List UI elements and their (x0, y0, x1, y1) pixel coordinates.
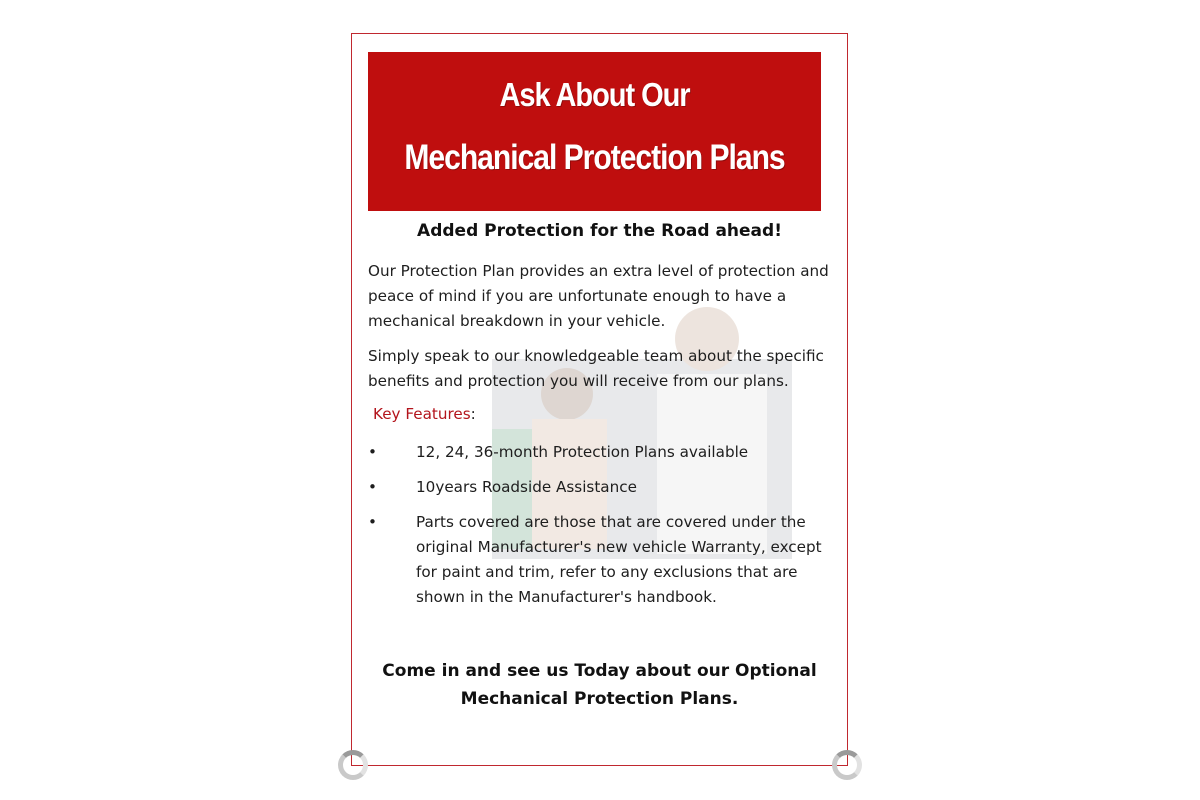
cta-line1: Come in and see us Today about our Optional (382, 661, 817, 681)
subheading: Added Protection for the Road ahead! (417, 221, 782, 241)
bullet-dot: • (368, 513, 377, 531)
intro-paragraph: Our Protection Plan provides an extra level of protection and peace of mind if you are unfortunate enough to have a mechanical breakdown in your vehicle. (368, 262, 829, 330)
key-features-colon: : (470, 405, 476, 423)
team-paragraph: Simply speak to our knowledgeable team about the specific benefits and protection you will receive from our plans. (368, 347, 824, 390)
key-features-list (352, 440, 848, 620)
banner-title-line1: Ask About Our (499, 76, 690, 113)
cta-line2: Mechanical Protection Plans. (460, 689, 739, 709)
hanging-ring-right-icon (832, 750, 862, 780)
list-item (352, 475, 836, 500)
banner-title-line2: Mechanical Protection Plans (404, 138, 785, 177)
feature-text: Parts covered are those that are covered under the original Manufacturer's new vehicle Warranty, except for paint and trim, refer to any exclusions that are shown in the Manufacturer's handbook. (416, 513, 822, 606)
protection-plan-poster (351, 33, 848, 766)
key-features-text: Key Features (373, 405, 471, 423)
bullet-dot: • (368, 478, 377, 496)
key-features-label (373, 405, 476, 423)
feature-text: 12, 24, 36-month Protection Plans available (416, 443, 749, 461)
feature-text: 10years Roadside Assistance (416, 478, 637, 496)
list-item (352, 510, 836, 610)
hanging-ring-left-icon (338, 750, 368, 780)
title-banner (368, 52, 821, 211)
bullet-dot: • (368, 443, 377, 461)
call-to-action (352, 657, 847, 713)
list-item (352, 440, 836, 465)
